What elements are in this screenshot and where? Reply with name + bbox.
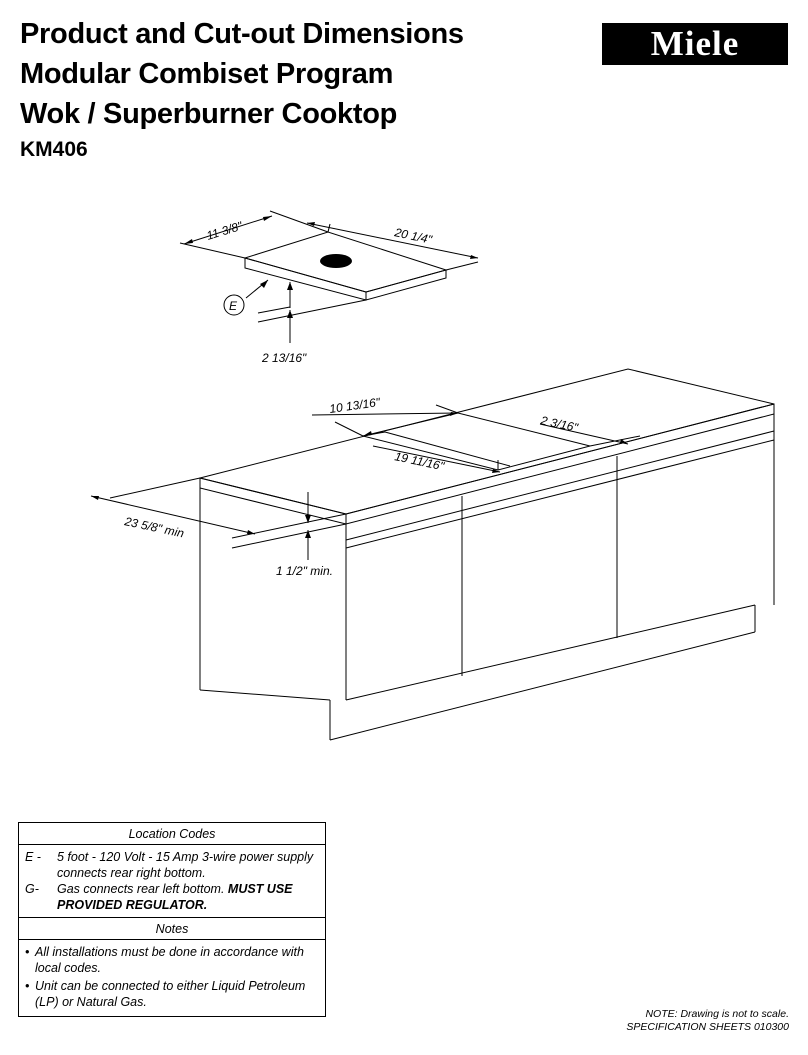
dim-cutout-depth: 10 13/16" [328,395,381,416]
location-code: G- [25,882,39,896]
dim-rear-clearance: 2 3/16" [539,413,580,435]
wok-burner [320,254,352,268]
notes-heading: Notes [19,918,325,940]
dim-cutout-width: 19 11/16" [393,449,446,474]
title-line-2: Modular Combiset Program [20,58,394,90]
countertop [200,369,774,524]
note-item: • All installations must be done in accordance with local codes. [25,945,304,975]
location-code: E - [25,850,41,864]
dim-front-clearance: 1 1/2" min. [276,564,333,578]
scale-note: NOTE: Drawing is not to scale. [645,1008,789,1020]
title-line-3: Wok / Superburner Cooktop [20,98,398,130]
location-e-label: E [229,299,238,313]
location-code-row [25,849,319,881]
note-item: • Unit can be connected to either Liquid Petroleum (LP) or Natural Gas. [25,979,306,1009]
dim-counter-depth: 23 5/8" min [123,514,186,541]
legend-box [18,822,326,1017]
dim-cooktop-height: 2 13/16" [262,351,307,365]
dim-cooktop-width: 20 1/4" [393,225,434,247]
notes-list [19,940,325,1016]
location-codes-heading: Location Codes [19,823,325,845]
brand-logo: Miele [602,23,788,65]
footer [626,1008,789,1034]
title-line-1: Product and Cut-out Dimensions [20,18,464,50]
location-code-text: 5 foot - 120 Volt - 15 Amp 3-wire power supply connects rear right bottom. [57,850,314,880]
model-number: KM406 [20,138,88,161]
location-codes-list [19,845,325,918]
location-code-text: Gas connects rear left bottom. MUST USE PROVIDED REGULATOR. [57,882,293,912]
sheet-id: SPECIFICATION SHEETS 010300 [626,1021,789,1033]
location-code-row [25,881,319,913]
dim-cooktop-depth: 11 3/8" [204,218,245,243]
